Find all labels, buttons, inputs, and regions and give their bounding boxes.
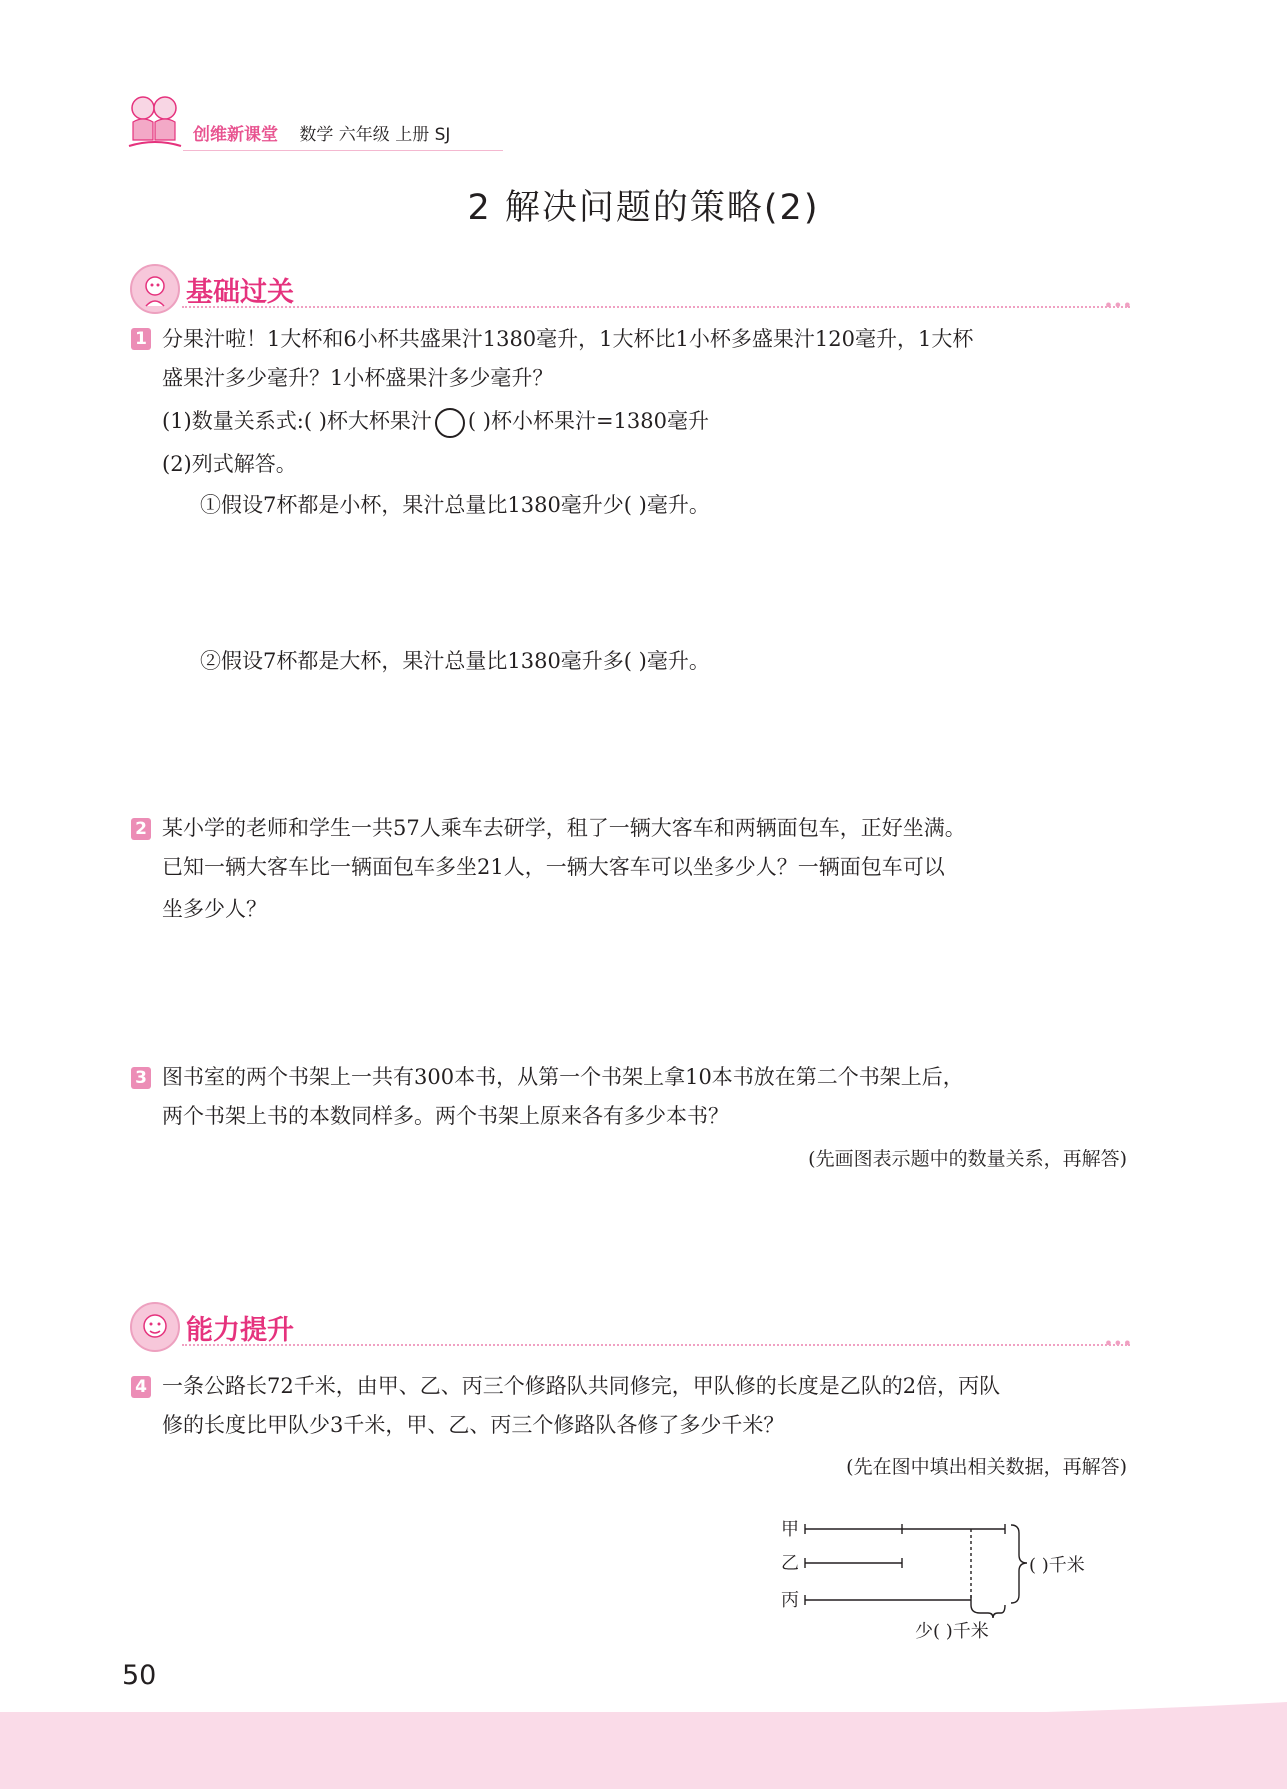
problem-3-note: (先画图表示题中的数量关系，再解答) bbox=[808, 1148, 1127, 1170]
q1-part-b: ( )杯小杯果汁=1380毫升 bbox=[467, 409, 709, 433]
section-title-advanced: 能力提升 bbox=[186, 1315, 294, 1346]
section-divider bbox=[182, 1344, 1130, 1346]
problem-1-q2-2: ②假设7杯都是大杯，果汁总量比1380毫升多( )毫升。 bbox=[200, 649, 710, 673]
decor-dots-icon: ••• bbox=[1103, 1334, 1132, 1353]
problem-1-q2-1: ①假设7杯都是小杯，果汁总量比1380毫升少( )毫升。 bbox=[200, 493, 710, 517]
problem-3-line-1: 图书室的两个书架上一共有300本书，从第一个书架上拿10本书放在第二个书架上后， bbox=[162, 1065, 964, 1089]
segment-diagram bbox=[775, 1505, 1155, 1645]
decor-dots-icon: ••• bbox=[1103, 296, 1132, 315]
section-basic bbox=[130, 264, 1130, 316]
label-yi: 乙 bbox=[781, 1553, 799, 1574]
problem-4-note: (先在图中填出相关数据，再解答) bbox=[846, 1456, 1127, 1478]
problem-number-4: 4 bbox=[131, 1376, 151, 1398]
page-title: 2 解决问题的策略(2) bbox=[467, 188, 820, 228]
problem-number-3: 3 bbox=[131, 1067, 151, 1089]
brand-name: 创维新课堂 bbox=[193, 125, 278, 145]
publisher-logo bbox=[125, 88, 185, 154]
problem-1-q2: (2)列式解答。 bbox=[162, 452, 297, 476]
problem-2-line-3: 坐多少人？ bbox=[162, 897, 267, 921]
section-advanced bbox=[130, 1302, 1130, 1354]
section-mascot-icon bbox=[130, 1302, 180, 1352]
problem-number-1: 1 bbox=[131, 328, 151, 350]
operator-blank-circle[interactable] bbox=[435, 408, 465, 438]
problem-4-line-2: 修的长度比甲队少3千米，甲、乙、丙三个修路队各修了多少千米？ bbox=[162, 1413, 785, 1437]
q1-part-a: (1)数量关系式:( )杯大杯果汁 bbox=[162, 409, 432, 433]
label-bing: 丙 bbox=[781, 1590, 799, 1611]
difference-blank[interactable]: 少( )千米 bbox=[915, 1621, 989, 1642]
problem-number-2: 2 bbox=[131, 818, 151, 840]
problem-1-line-2: 盛果汁多少毫升？1小杯盛果汁多少毫升？ bbox=[162, 366, 554, 390]
footer-band bbox=[0, 1712, 1287, 1789]
problem-1-line-1: 分果汁啦！1大杯和6小杯共盛果汁1380毫升，1大杯比1小杯多盛果汁120毫升，1大杯 bbox=[162, 327, 974, 351]
problem-3-line-2: 两个书架上书的本数同样多。两个书架上原来各有多少本书？ bbox=[162, 1104, 729, 1128]
section-divider bbox=[182, 306, 1130, 308]
section-mascot-icon bbox=[130, 264, 180, 314]
problem-2-line-2: 已知一辆大客车比一辆面包车多坐21人，一辆大客车可以坐多少人？一辆面包车可以 bbox=[162, 855, 945, 879]
page-number: 50 bbox=[122, 1660, 157, 1691]
section-title-basic: 基础过关 bbox=[186, 277, 294, 308]
total-length-blank[interactable]: ( )千米 bbox=[1029, 1555, 1085, 1576]
problem-4-line-1: 一条公路长72千米，由甲、乙、丙三个修路队共同修完，甲队修的长度是乙队的2倍，丙队 bbox=[162, 1374, 1001, 1398]
problem-2-line-1: 某小学的老师和学生一共57人乘车去研学，租了一辆大客车和两辆面包车，正好坐满。 bbox=[162, 816, 966, 840]
header-bar bbox=[193, 120, 450, 145]
book-info: 数学 六年级 上册 SJ bbox=[299, 125, 451, 145]
label-jia: 甲 bbox=[781, 1519, 799, 1540]
problem-1-q1 bbox=[162, 402, 709, 440]
header-divider bbox=[183, 150, 503, 151]
